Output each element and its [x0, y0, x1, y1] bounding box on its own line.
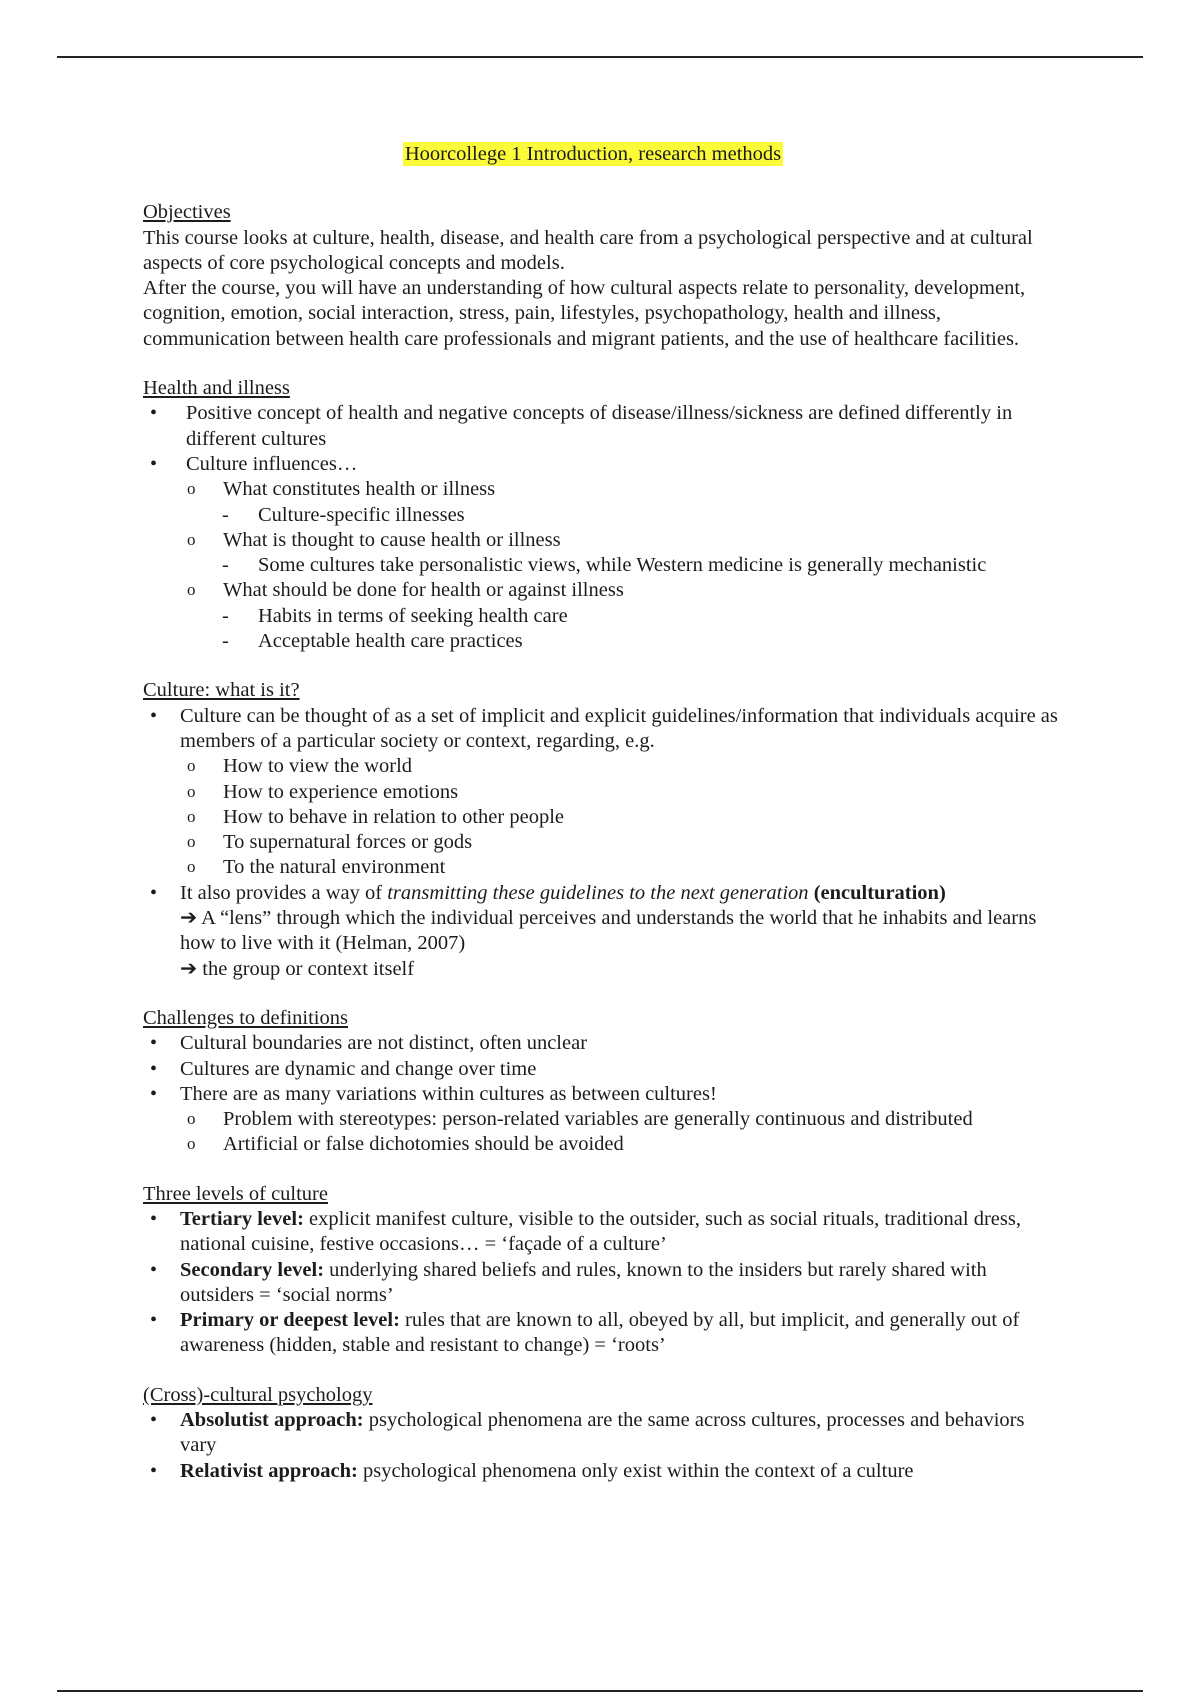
list-item: • Cultural boundaries are not distinct, often unclear: [143, 1031, 1063, 1056]
levels-list: [143, 1207, 1063, 1359]
list-item: • Culture influences…: [143, 452, 1063, 477]
bold-label: Secondary level:: [180, 1258, 325, 1281]
document-title: Hoorcollege 1 Introduction, research methods: [404, 143, 782, 165]
health-illness-list: [143, 401, 1063, 654]
list-item: • Cultures are dynamic and change over time: [143, 1057, 1063, 1082]
list-item: [143, 881, 1063, 906]
bold-label: Primary or deepest level:: [180, 1309, 400, 1332]
challenges-list: [143, 1031, 1063, 1157]
dash-list-item: - Habits in terms of seeking health care: [143, 604, 1063, 629]
dash-list-item: - Acceptable health care practices: [143, 629, 1063, 654]
text-run: rules that are known to all, obeyed by all, but implicit, and generally out of awareness (hidden, stable and resistant to change) = ‘roots’: [180, 1309, 1020, 1357]
text-run: psychological phenomena only exist within the context of a culture: [362, 1459, 914, 1482]
cross-cultural-list: [143, 1408, 1063, 1484]
dash-list-item: - Culture-specific illnesses: [143, 503, 1063, 528]
bold-label: Absolutist approach:: [180, 1409, 364, 1432]
culture-heading: Culture: what is it?: [143, 679, 300, 702]
text-run: underlying shared beliefs and rules, known to the insiders but rarely shared with outsiders = ‘social norms’: [180, 1258, 987, 1306]
list-item: • Culture can be thought of as a set of implicit and explicit guidelines/information that individuals acquire as members of a particular society or context, regarding, e.g.: [143, 704, 1063, 755]
list-item: [143, 1459, 1063, 1484]
sub-list-item: o What constitutes health or illness: [143, 477, 1063, 502]
objectives-heading: Objectives: [143, 201, 231, 224]
list-item: [143, 1308, 1063, 1359]
text-run: It also provides a way of: [180, 881, 388, 904]
bold-label: Tertiary level:: [180, 1207, 304, 1230]
arrow-line: ➔ the group or context itself: [180, 957, 415, 980]
sub-list-item: o How to experience emotions: [143, 780, 1063, 805]
document-body: [143, 142, 1063, 1484]
sub-list-item: o How to behave in relation to other people: [143, 805, 1063, 830]
sub-list-item: o How to view the world: [143, 754, 1063, 779]
challenges-heading: Challenges to definitions: [143, 1006, 348, 1029]
sub-list-item: o Problem with stereotypes: person-related variables are generally continuous and distributed: [143, 1107, 1063, 1132]
bold-label: Relativist approach:: [180, 1459, 358, 1482]
list-item: • Positive concept of health and negative concepts of disease/illness/sickness are defined differently in different cultures: [143, 401, 1063, 452]
objectives-para-1: This course looks at culture, health, disease, and health care from a psychological perspective and at cultural aspects of core psychological concepts and models.: [143, 226, 1033, 274]
text-run: explicit manifest culture, visible to the outsider, such as social rituals, traditional dress, national cuisine, festive occasions… = ‘façade of a culture’: [180, 1207, 1021, 1256]
top-rule: [57, 56, 1143, 58]
list-item: [143, 1207, 1063, 1258]
sub-list-item: o What is thought to cause health or illness: [143, 528, 1063, 553]
list-item: [143, 1258, 1063, 1309]
health-illness-heading: Health and illness: [143, 377, 290, 400]
italic-text: transmitting these guidelines to the next generation: [387, 881, 809, 904]
objectives-para-2: After the course, you will have an understanding of how cultural aspects relate to personality, development, cognition, emotion, social interaction, stress, pain, lifestyles, psychopathology, health and illness, communication between health care professionals and migrant patients, and the use of healthcare facilities.: [143, 277, 1026, 350]
bold-text: (enculturation): [813, 881, 946, 904]
list-item: [143, 1408, 1063, 1459]
sub-list-item: o To the natural environment: [143, 855, 1063, 880]
cross-cultural-heading: (Cross)-cultural psychology: [143, 1383, 373, 1406]
arrow-line: ➔ A “lens” through which the individual perceives and understands the world that he inhabits and learns how to live with it (Helman, 2007): [180, 907, 1037, 955]
text-run: psychological phenomena are the same across cultures, processes and behaviors vary: [180, 1409, 1025, 1457]
bottom-rule: [57, 1690, 1143, 1692]
list-item: • There are as many variations within cultures as between cultures!: [143, 1082, 1063, 1107]
dash-list-item: - Some cultures take personalistic views, while Western medicine is generally mechanistic: [143, 553, 1063, 578]
sub-list-item: o To supernatural forces or gods: [143, 830, 1063, 855]
culture-list: [143, 704, 1063, 982]
title-wrap: [123, 142, 1063, 167]
sub-list-item: o What should be done for health or against illness: [143, 578, 1063, 603]
sub-list-item: o Artificial or false dichotomies should be avoided: [143, 1132, 1063, 1157]
levels-heading: Three levels of culture: [143, 1182, 328, 1205]
